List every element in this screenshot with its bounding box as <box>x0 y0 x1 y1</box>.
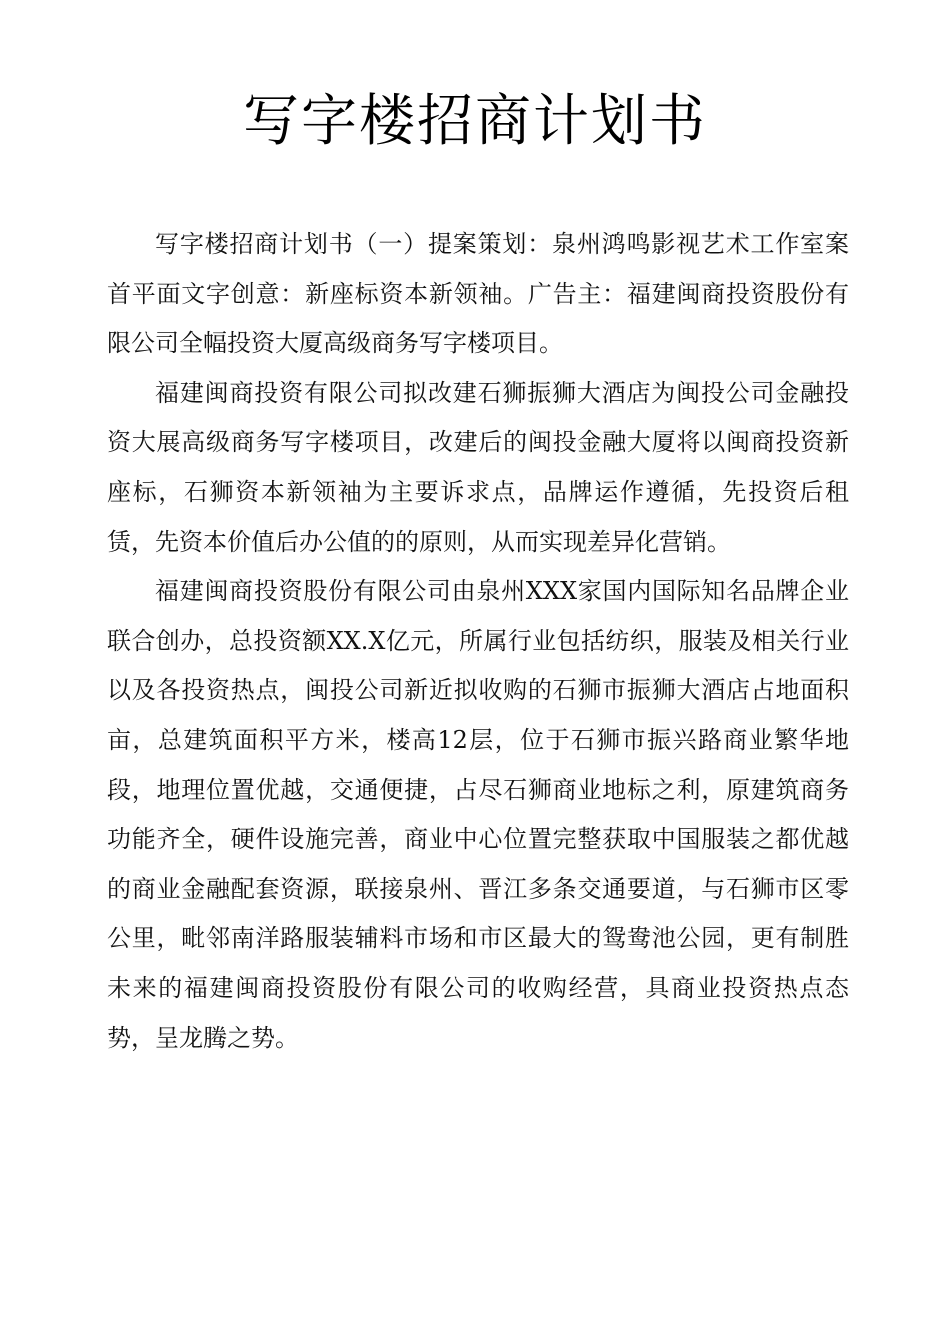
document-title: 写字楼招商计划书 <box>243 89 707 154</box>
paragraph-company: 福建闽商投资股份有限公司由泉州XXX家国内国际知名品牌企业联合创办，总投资额XX.X亿元，所属行业包括纺织，服装及相关行业以及各投资热点，闽投公司新近拟收购的石狮市振狮大酒店占地面积亩，总建筑面积平方米，楼高12层，位于石狮市振兴路商业繁华地段，地理位置优越，交通便捷，占尽石狮商业地标之利，原建筑商务功能齐全，硬件设施完善，商业中心位置完整获取中国服装之都优越的商业金融配套资源，联接泉州、晋江多条交通要道，与石狮市区零公里，毗邻南洋路服装辅料市场和市区最大的鸳鸯池公园，更有制胜未来的福建闽商投资股份有限公司的收购经营，具商业投资热点态势，呈龙腾之势。 <box>107 577 849 1052</box>
paragraph-intro: 写字楼招商计划书（一）提案策划：泉州鸿鸣影视艺术工作室案首平面文字创意：新座标资本新领袖。广告主：福建闽商投资股份有限公司全幅投资大厦高级商务写字楼项目。 <box>107 230 849 358</box>
paragraph-project: 福建闽商投资有限公司拟改建石狮振狮大酒店为闽投公司金融投资大展高级商务写字楼项目，改建后的闽投金融大厦将以闽商投资新座标，石狮资本新领袖为主要诉求点，品牌运作遵循，先投资后租赁，先资本价值后办公值的的原则，从而实现差异化营销。 <box>107 378 849 556</box>
document-body <box>107 220 849 1063</box>
